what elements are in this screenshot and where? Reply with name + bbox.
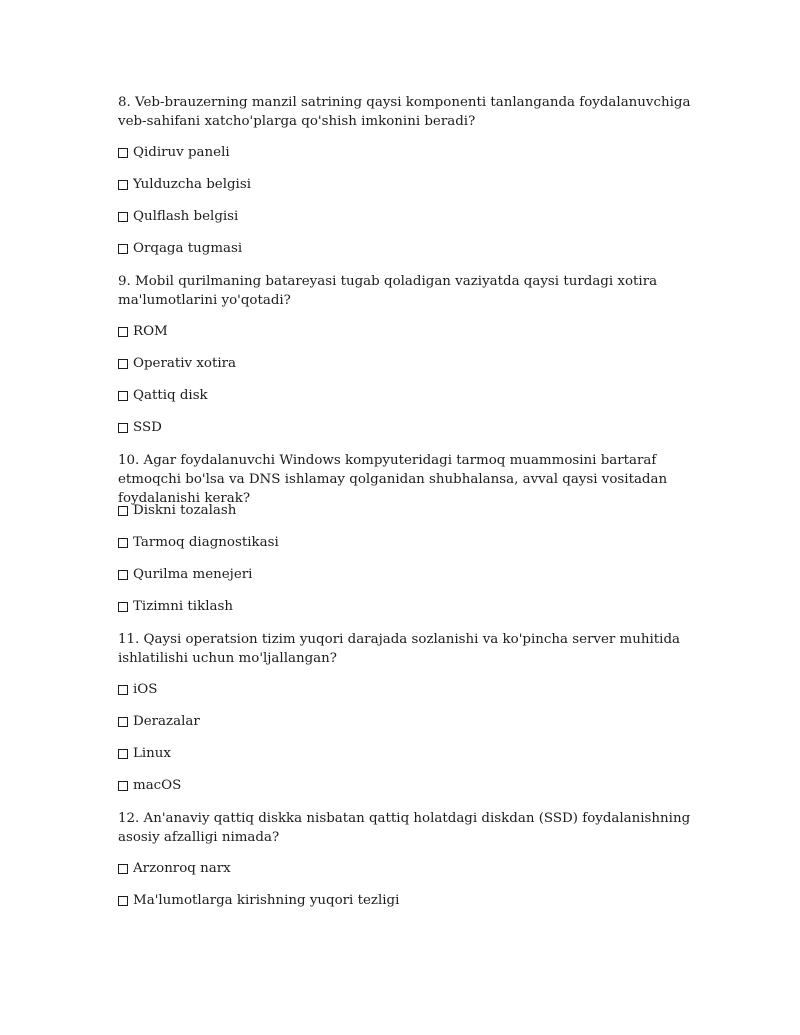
option-label: Tizimni tiklash <box>133 599 233 614</box>
option-checkbox[interactable] <box>118 418 678 437</box>
checkbox-icon[interactable] <box>118 685 128 695</box>
checkbox-icon[interactable] <box>118 896 128 906</box>
option-checkbox[interactable] <box>118 239 678 258</box>
checkbox-icon[interactable] <box>118 423 128 433</box>
option-checkbox[interactable] <box>118 322 678 341</box>
checkbox-icon[interactable] <box>118 359 128 369</box>
option-checkbox[interactable] <box>118 891 678 910</box>
option-label: ROM <box>133 324 168 339</box>
option-label: Tarmoq diagnostikasi <box>133 535 279 550</box>
question-8: 8. Veb-brauzerning manzil satrining qaysi komponenti tanlanganda foydalanuvchiga veb-sahifani xatcho'plarga qo'shish imkonini beradi? <box>118 95 691 129</box>
checkbox-icon[interactable] <box>118 180 128 190</box>
option-label: Derazalar <box>133 714 200 729</box>
option-label: Qulflash belgisi <box>133 209 239 224</box>
question-11: 11. Qaysi operatsion tizim yuqori darajada sozlanishi va ko'pincha server muhitida ishlatilishi uchun mo'ljallangan? <box>118 632 681 666</box>
option-label: SSD <box>133 420 162 435</box>
option-checkbox[interactable] <box>118 859 678 878</box>
checkbox-icon[interactable] <box>118 327 128 337</box>
option-label: iOS <box>133 682 158 697</box>
option-label: Qattiq disk <box>133 388 208 403</box>
option-checkbox[interactable] <box>118 565 678 584</box>
checkbox-icon[interactable] <box>118 864 128 874</box>
option-label: Qidiruv paneli <box>133 145 230 160</box>
option-checkbox[interactable] <box>118 207 678 226</box>
option-label: macOS <box>133 778 182 793</box>
option-label: Yulduzcha belgisi <box>133 177 251 192</box>
option-label: Orqaga tugmasi <box>133 241 243 256</box>
checkbox-icon[interactable] <box>118 506 128 516</box>
option-checkbox[interactable] <box>118 354 678 373</box>
option-label: Ma'lumotlarga kirishning yuqori tezligi <box>133 893 400 908</box>
checkbox-icon[interactable] <box>118 717 128 727</box>
option-checkbox[interactable] <box>118 680 678 699</box>
option-checkbox[interactable] <box>118 776 678 795</box>
checkbox-icon[interactable] <box>118 212 128 222</box>
option-label: Qurilma menejeri <box>133 567 253 582</box>
checkbox-icon[interactable] <box>118 749 128 759</box>
option-checkbox[interactable] <box>118 744 678 763</box>
option-checkbox[interactable] <box>118 501 678 520</box>
checkbox-icon[interactable] <box>118 538 128 548</box>
checkbox-icon[interactable] <box>118 781 128 791</box>
option-checkbox[interactable] <box>118 597 678 616</box>
checkbox-icon[interactable] <box>118 148 128 158</box>
option-label: Linux <box>133 746 171 761</box>
option-checkbox[interactable] <box>118 533 678 552</box>
question-9: 9. Mobil qurilmaning batareyasi tugab qoladigan vaziyatda qaysi turdagi xotira ma'lumotlarini yo'qotadi? <box>118 274 658 308</box>
option-checkbox[interactable] <box>118 175 678 194</box>
option-checkbox[interactable] <box>118 712 678 731</box>
question-12: 12. An'anaviy qattiq diskka nisbatan qattiq holatdagi diskdan (SSD) foydalanishning asosiy afzalligi nimada? <box>118 811 691 845</box>
option-label: Arzonroq narx <box>133 861 231 876</box>
option-checkbox[interactable] <box>118 143 678 162</box>
option-label: Operativ xotira <box>133 356 237 371</box>
checkbox-icon[interactable] <box>118 391 128 401</box>
checkbox-icon[interactable] <box>118 602 128 612</box>
checkbox-icon[interactable] <box>118 570 128 580</box>
question-10: 10. Agar foydalanuvchi Windows kompyuteridagi tarmoq muammosini bartaraf etmoqchi bo'lsa va DNS ishlamay qolganidan shubhalansa, avval qaysi vositadan foydalanishi kerak? <box>118 453 668 506</box>
option-checkbox[interactable] <box>118 386 678 405</box>
checkbox-icon[interactable] <box>118 244 128 254</box>
option-label: Diskni tozalash <box>133 503 237 518</box>
